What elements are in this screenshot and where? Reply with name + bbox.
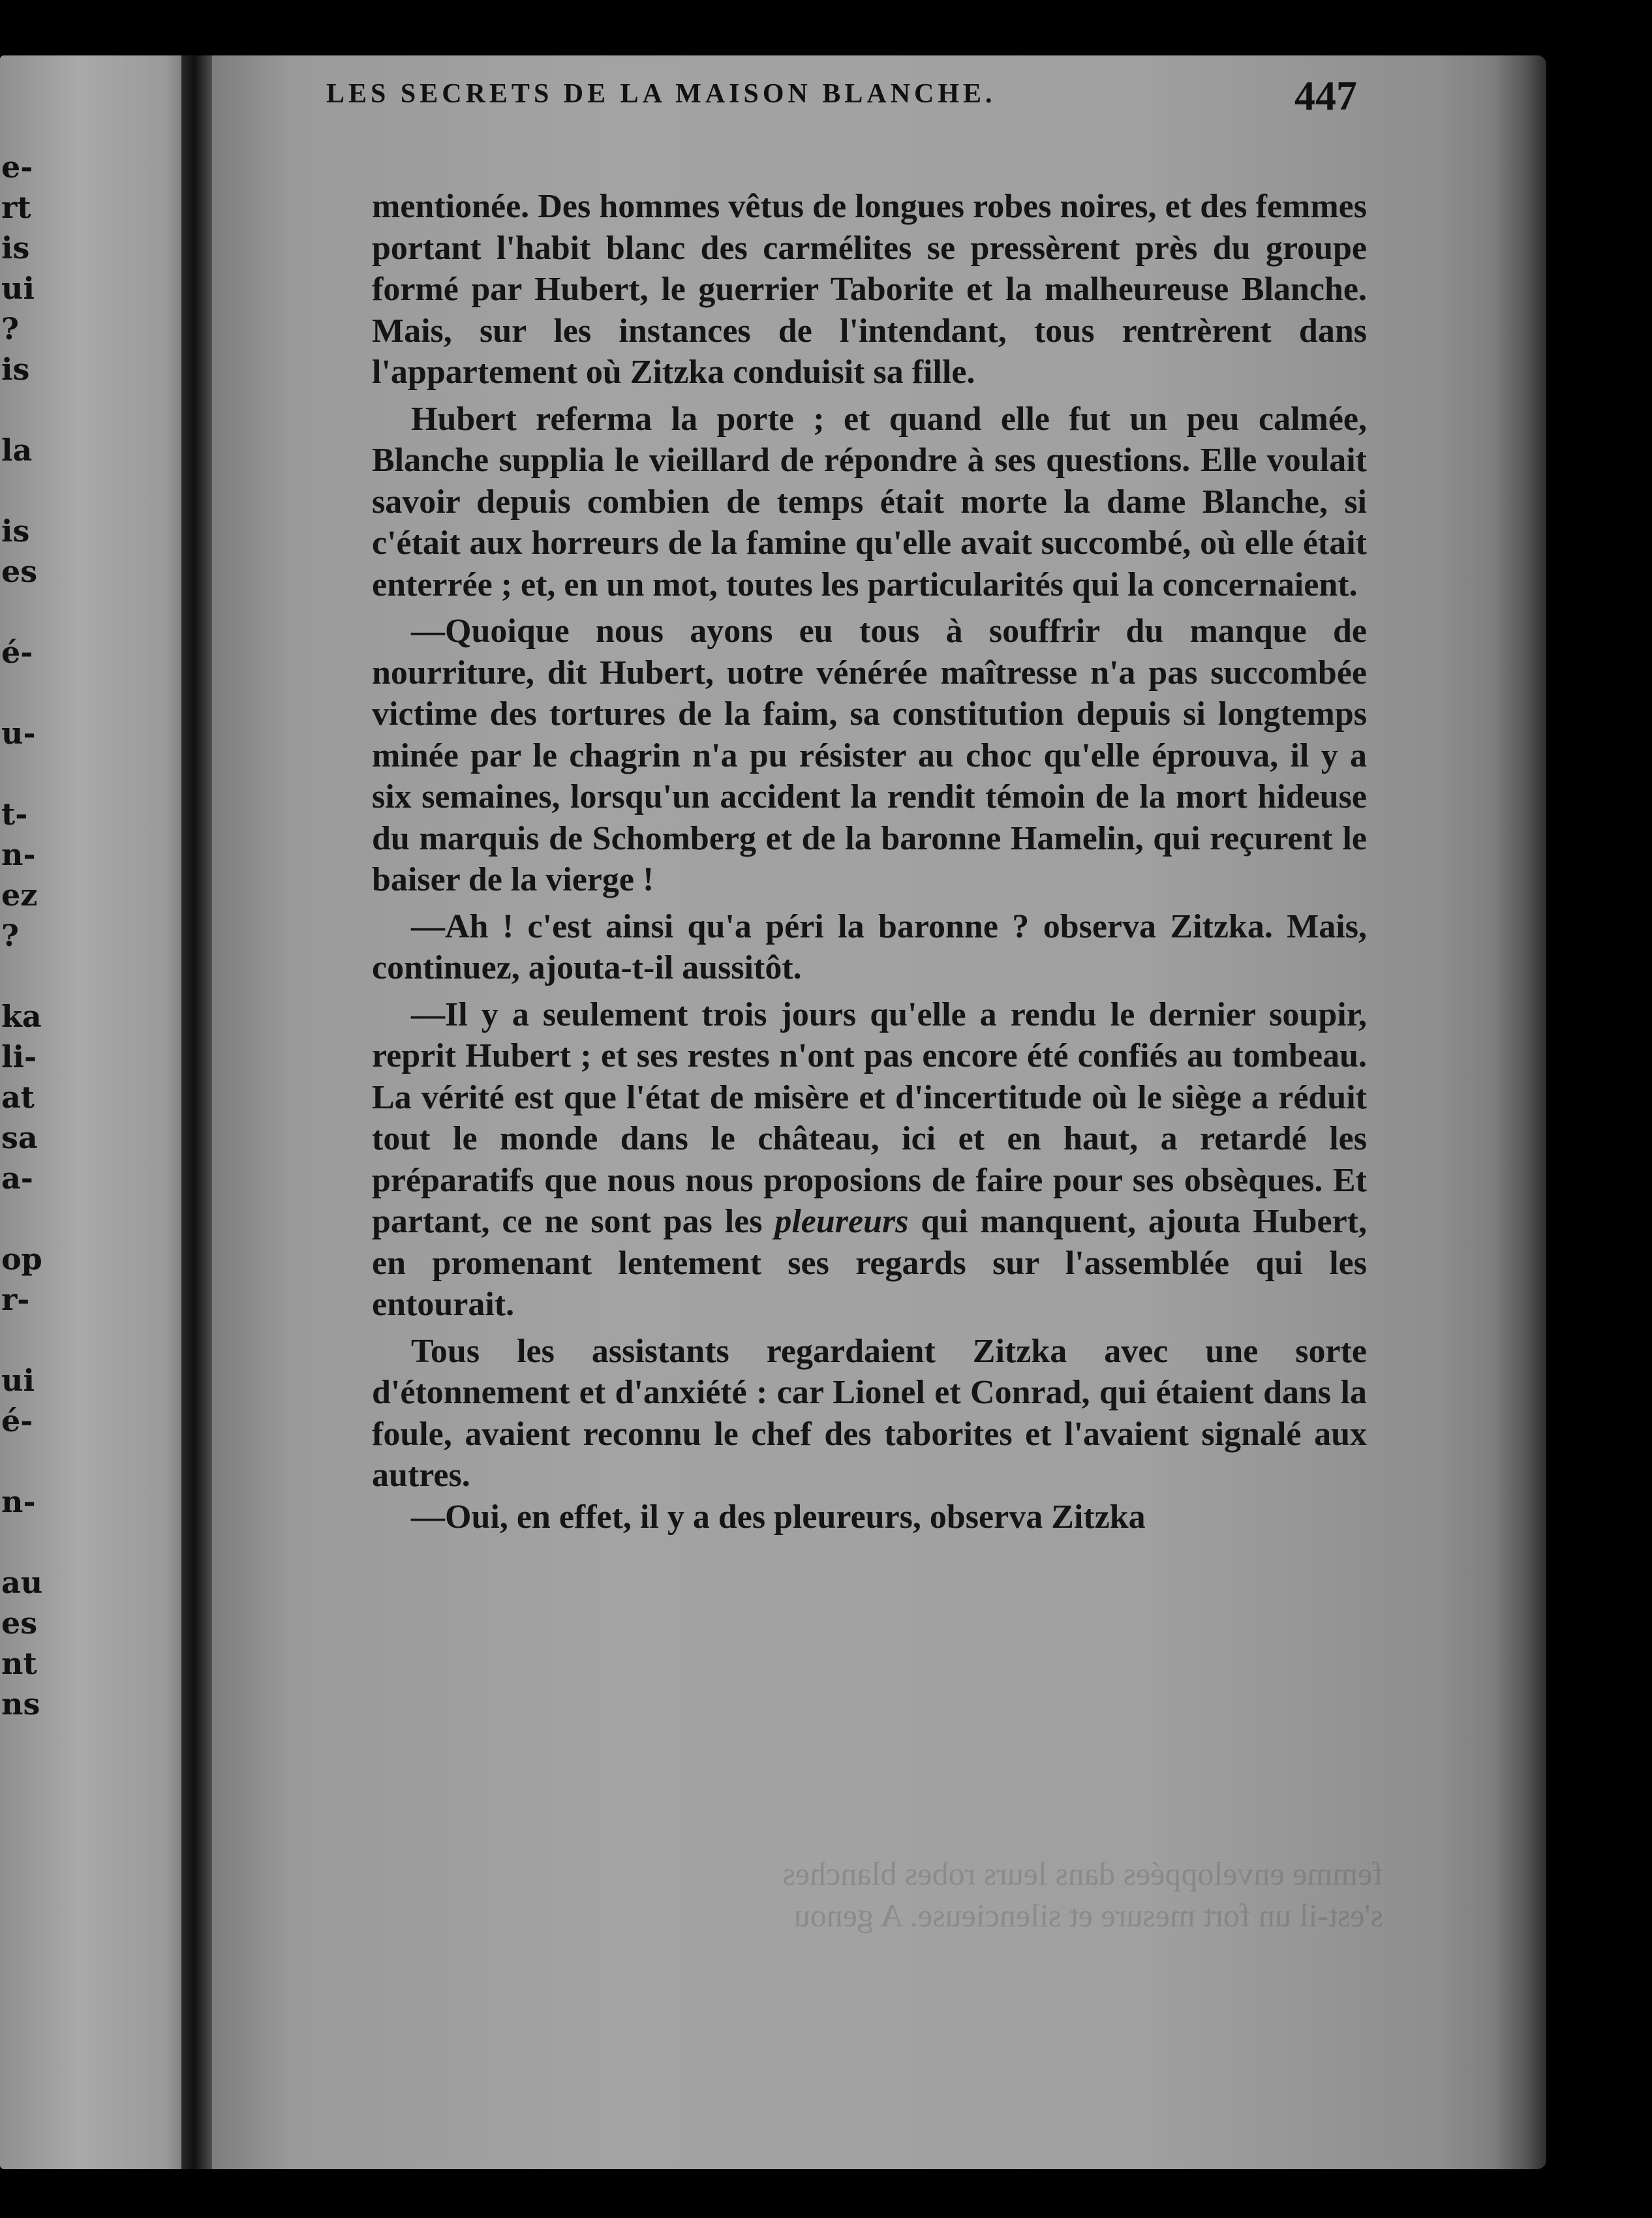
previous-page-fragment bbox=[1, 673, 47, 713]
book-gutter bbox=[181, 55, 214, 2169]
previous-page-fragment: at bbox=[1, 1080, 35, 1115]
previous-page-fragment: es bbox=[1, 1605, 38, 1641]
paragraph: —Oui, en effet, il y a des pleureurs, observa Zitzka bbox=[411, 1498, 1146, 1536]
reverse-side-showthrough bbox=[365, 1853, 1383, 1936]
previous-page-fragment: au bbox=[1, 1565, 43, 1600]
page-edge-shadow bbox=[1494, 55, 1546, 2169]
previous-page-fragment: es bbox=[1, 554, 38, 589]
page-header bbox=[326, 72, 1357, 124]
previous-page-fragment bbox=[1, 753, 47, 794]
previous-page-fragment: ? bbox=[1, 918, 19, 953]
previous-page-fragment: ka bbox=[1, 999, 42, 1034]
paragraph: Hubert referma la porte ; et quand elle fut un peu calmée, Blanche supplia le vieillard de répondre à ses questions. Elle voulait savoir depuis combien de temps était morte la dame Blanche, si c'était aux horreurs de la famine qu'elle avait succombé, où elle était enterrée ; et, en un mot, toutes les particularités qui la concernaient. bbox=[372, 400, 1367, 603]
previous-page-fragment: la bbox=[1, 433, 33, 468]
showthrough-line: s'est-il un fort mesure et silencieuse. A genou bbox=[793, 1897, 1383, 1934]
previous-page-fragment: u- bbox=[1, 716, 36, 751]
italic-word: pleureurs bbox=[774, 1203, 909, 1240]
previous-page-fragment: op bbox=[1, 1241, 42, 1277]
previous-page-fragment: is bbox=[1, 352, 30, 387]
previous-page-fragment: t- bbox=[1, 797, 28, 832]
paragraph: Tous les assistants regardaient Zitzka avec une sorte d'étonnement et d'anxiété : car Lionel et Conrad, qui étaient dans la foule, avaient reconnu le chef des taborites et l'avaient signalé aux autres. bbox=[372, 1332, 1367, 1494]
page-number: 447 bbox=[1294, 72, 1357, 119]
previous-page-fragment: is bbox=[1, 513, 30, 549]
paragraph: mentionée. Des hommes vêtus de longues robes noires, et des femmes portant l'habit blanc des carmélites se pressèrent près du groupe formé par Hubert, le guerrier Taborite et la malheureuse Blanche. Mais, sur les instances de l'intendant, tous rentrèrent dans l'appartement où Zitzka conduisit sa fille. bbox=[372, 188, 1367, 391]
previous-page-fragment: li- bbox=[1, 1039, 37, 1074]
previous-page-fragment: is bbox=[1, 230, 30, 266]
previous-page-fragment bbox=[1, 470, 47, 511]
previous-page-fragment: n- bbox=[1, 837, 36, 872]
previous-page-fragment: e- bbox=[1, 149, 33, 185]
previous-page-fragment: ? bbox=[1, 311, 19, 346]
previous-page-fragment bbox=[1, 1522, 47, 1562]
body-text bbox=[372, 186, 1367, 1538]
paragraph bbox=[372, 994, 1367, 1326]
previous-page-fragment: é- bbox=[1, 635, 33, 670]
paragraph-text: qui manquent, ajouta Hubert, en promenant lentement ses regards sur l'assemblée qui les entourait. bbox=[372, 1203, 1368, 1323]
previous-page-fragment bbox=[1, 1320, 47, 1360]
paragraph: —Quoique nous ayons eu tous à souffrir du manque de nourriture, dit Hubert, uotre vénérée maîtresse n'a pas succombée victime des tortures de la faim, sa constitution depuis si longtemps minée par le chagrin n'a pu résister au choc qu'elle éprouva, il y a six semaines, lorsqu'un accident la rendit témoin de la mort hideuse du marquis de Schomberg et de la baronne Hamelin, qui reçurent le baiser de la vierge ! bbox=[372, 613, 1367, 898]
previous-page-fragment: nt bbox=[1, 1646, 37, 1681]
previous-page-fragment bbox=[1, 956, 47, 996]
previous-page bbox=[0, 55, 196, 2169]
previous-page-fragment: rt bbox=[1, 190, 31, 225]
previous-page-fragment bbox=[1, 1441, 47, 1481]
previous-page-fragment: é- bbox=[1, 1403, 33, 1438]
previous-page-fragment: a- bbox=[1, 1161, 33, 1196]
previous-page-line-fragments bbox=[1, 147, 47, 1724]
previous-page-fragment bbox=[1, 1198, 47, 1239]
paragraph-text: —Il y a seulement trois jours qu'elle a rendu le dernier soupir, reprit Hubert ; et ses restes n'ont pas encore été confiés au tombeau. La vérité est que l'état de misère et d'incertitude où le siège a réduit tout le monde dans le château, ici et en haut, a retardé les préparatifs que nous nous proposions de faire pour ses obsèques. Et partant, ce ne sont pas les bbox=[372, 995, 1367, 1240]
previous-page-fragment: sa bbox=[1, 1120, 38, 1155]
previous-page-fragment: n- bbox=[1, 1484, 36, 1519]
previous-page-fragment: r- bbox=[1, 1282, 30, 1317]
previous-page-fragment: ui bbox=[1, 1363, 35, 1398]
previous-page-fragment: ez bbox=[1, 877, 38, 913]
showthrough-line: femme enveloppées dans leurs robes blanches bbox=[782, 1855, 1383, 1892]
previous-page-fragment: ui bbox=[1, 271, 35, 306]
previous-page-fragment bbox=[1, 389, 47, 430]
paragraph: —Ah ! c'est ainsi qu'a péri la baronne ? observa Zitzka. Mais, continuez, ajouta-t-il aussitôt. bbox=[372, 907, 1367, 986]
previous-page-fragment: ns bbox=[1, 1686, 40, 1722]
running-head: LES SECRETS DE LA MAISON BLANCHE. bbox=[326, 79, 996, 109]
previous-page-fragment bbox=[1, 592, 47, 632]
